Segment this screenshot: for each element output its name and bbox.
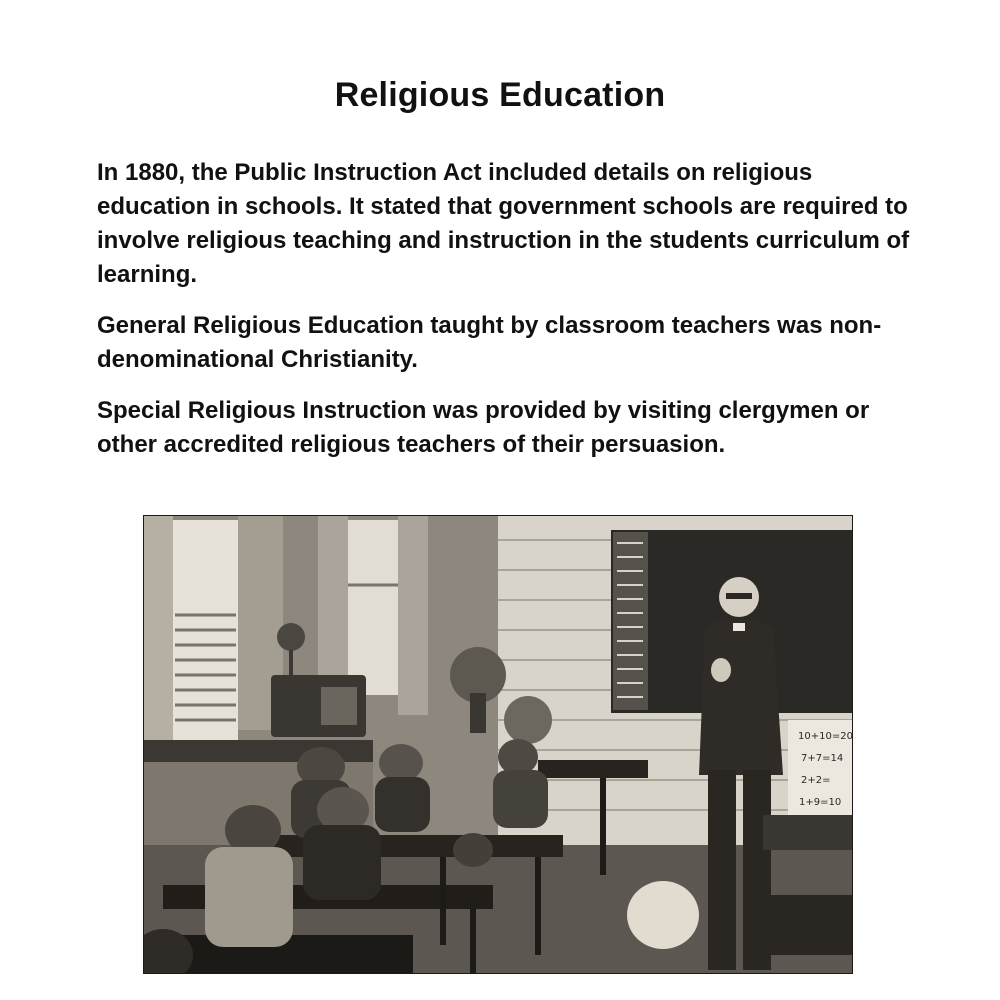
sum-line-3: 2+2=	[801, 775, 831, 786]
globe	[277, 623, 305, 651]
classroom-photo-illustration	[143, 515, 853, 974]
desk-front-right	[538, 760, 648, 778]
paragraph-special-religious-instruction: Special Religious Instruction was provided by visiting clergymen or other accredited religious teachers of their persuasion.	[97, 397, 870, 458]
curtain-left-1	[143, 515, 173, 765]
sum-line-2: 7+7=14	[801, 753, 844, 764]
page-title: Religious Education	[334, 76, 666, 114]
paragraph-public-instruction-act: In 1880, the Public Instruction Act included details on religious education in schools. It stated that government schools are required to involve religious teaching and instruction in the students curriculum of learning.	[97, 159, 910, 288]
sum-line-4: 1+9=10	[799, 797, 842, 808]
window-left	[173, 520, 238, 745]
window-center	[348, 520, 398, 695]
body-text	[97, 156, 912, 479]
paragraph-general-religious-education: General Religious Education taught by classroom teachers was non-denominational Christianity.	[97, 312, 882, 373]
teacher-table	[763, 815, 853, 850]
sum-line-1: 10+10=20	[798, 731, 853, 742]
curtain-center-2	[398, 515, 428, 715]
piano	[743, 895, 853, 955]
classroom-photo	[143, 515, 853, 974]
